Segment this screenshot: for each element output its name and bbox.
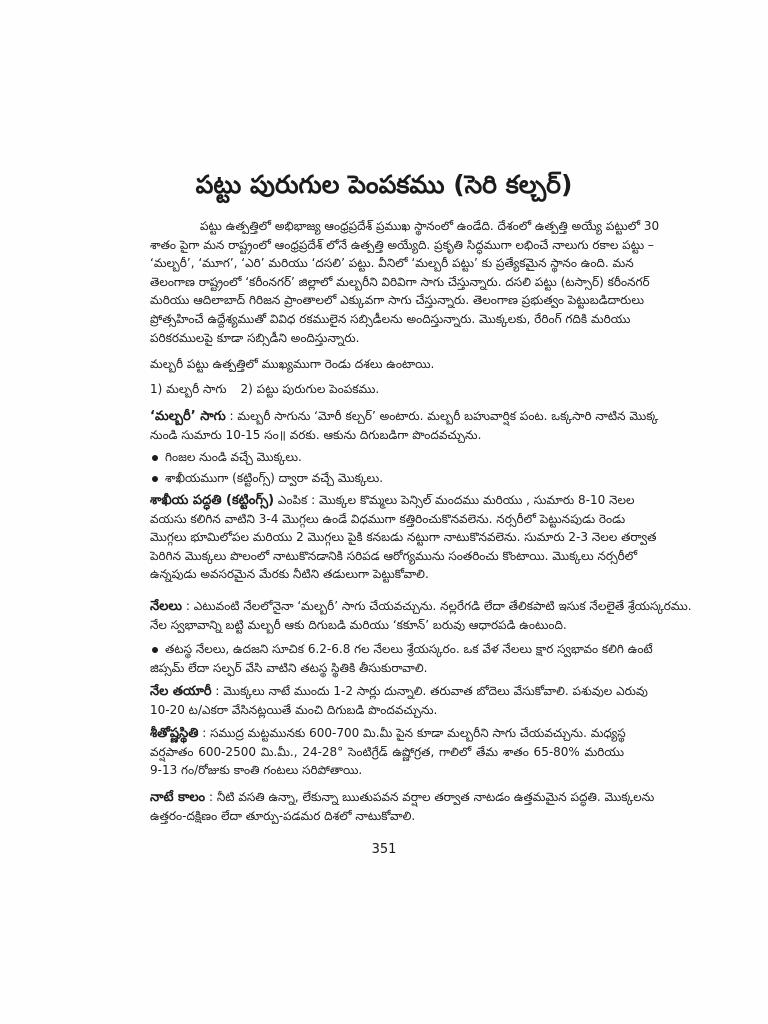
paragraph-line: వయసు కలిగిన వాటిని 3-4 మొగ్గలు ఉండే విధముగా కత్తిరించుకొనవలెను. నర్సరీలో పెట్టునపుడు రెండు	[150, 511, 626, 526]
paragraph-line: శాతం పైగా మన రాష్ట్రంలో ఆంధ్రప్రదేశ్ లోనే ఉత్పత్తి అయ్యేది. ప్రకృతి సిద్ధముగా లభించే నాలుగు రకాల పట్టు –	[150, 237, 654, 252]
paragraph-line: 9-13 గం/రోజుకు కాంతి గంటలు సరిపోతాయి.	[150, 763, 363, 778]
bullet-item	[150, 448, 624, 467]
paragraph-line: మొగ్గలు భూమిలోపల మరియు 2 మొగ్గలు పైకి కనబడు నట్టుగా నాటుకొనవలెను. సుమారు 2-3 నెలల తర్వాత	[150, 530, 657, 545]
bullet-icon	[152, 647, 158, 653]
page-title: పట్టు పురుగుల పెంపకము (సెరి కల్చర్)	[195, 170, 573, 199]
paragraph-text: : మొక్కలు నాటే ముందు 1-2 సార్లు దున్నాలి. తరువాత బోదెలు వేసుకోవాలి. పశువుల ఎరువు	[211, 684, 648, 698]
section-cuttings-selection	[150, 491, 657, 584]
bullet-text: శాఖీయముగా (కట్టింగ్స్) ద్వారా వచ్చే మొక్కలు.	[165, 471, 384, 485]
paragraph-line: పరికరములపై కూడా సబ్సిడీని అందిస్తున్నారు.	[150, 330, 360, 345]
stage-item: 1) మల్బరీ సాగు	[150, 382, 227, 396]
paragraph-text: ఎంపిక : మొక్కల కొమ్మలు పెన్సిల్ మందము మరియు , సుమారు 8-10 నెలల	[274, 493, 635, 507]
paragraph-line: పట్టు ఉత్పత్తిలో అభిభాజ్య ఆంధ్రప్రదేశ్ ప్రముఖ స్థానంలో ఉండేది. దేశంలో ఉత్పత్తి అయ్యే పట్టులో 30	[200, 219, 660, 233]
section-heading: నాటే కాలం	[150, 790, 206, 805]
bullet-icon	[152, 455, 158, 461]
paragraph-line: తెలంగాణ రాష్ట్రంలో ‘కరీంనగర్’ జిల్లాలో మల్బరీని విరివిగా సాగు చేస్తున్నారు. దసలి పట్టు (టస్సార్) కరీంనగర్	[150, 274, 650, 289]
section-soils	[150, 597, 692, 634]
paragraph-line: నుండి సుమారు 10-15 సం॥ వరకు. ఆకును దిగుబడిగా పొందవచ్చును.	[150, 427, 482, 442]
paragraph-line	[150, 597, 692, 616]
bullet-text: గింజల నుండి వచ్చే మొక్కలు.	[165, 450, 302, 464]
intro-paragraph	[150, 217, 660, 347]
paragraph-text: : నీటి వసతి ఉన్నా, లేకున్నా ఋతుపవన వర్షాల తర్వాత నాటడం ఉత్తమమైన పద్ధతి. మొక్కలను	[205, 790, 655, 804]
paragraph-line	[150, 682, 648, 701]
paragraph-line: మల్బరీ పట్టు ఉత్పత్తిలో ముఖ్యముగా రెండు దశలు ఉంటాయి.	[150, 357, 435, 371]
paragraph-line	[150, 380, 624, 399]
section-climate	[150, 724, 624, 780]
section-mulberry-cultivation	[150, 407, 659, 444]
paragraph-text: : సముద్ర మట్టమునకు 600-700 మి.మీ పైన కూడా మల్బరీని సాగు చేయవచ్చును. మధ్యస్థ	[198, 726, 626, 740]
section-heading: నేలలు	[150, 599, 183, 614]
paragraph-line	[150, 469, 624, 488]
paragraph-text: : మల్బరీ సాగును ‘మోరీ కల్చర్’ అంటారు. మల్బరీ బహువార్షిక పంట. ఒక్కసారి నాటిన మొక్క	[225, 409, 659, 423]
section-heading: శీతోష్ణస్థితి	[150, 726, 199, 741]
paragraph-line: పెరిగిన మొక్కలు పొలంలో నాటుకొనడానికి సరిపడ ఆరోగ్యమును సంతరించు కొంటాయి. మొక్కలు నర్సరీలో	[150, 548, 638, 563]
paragraph-line: నేల స్వభావాన్ని బట్టి మల్బరీ ఆకు దిగుబడి మరియు ‘కకూన్’ బరువు ఆధారపడి ఉంటుంది.	[150, 617, 567, 632]
paragraph-line: ‘మల్బరీ’, ‘మూగ’, ‘ఎరి’ మరియు ‘దసలి’ పట్టు. వీనిలో ‘మల్బరీ పట్టు’ కు ప్రత్యేకమైన స్థానం ఉంది. మన	[150, 256, 634, 271]
paragraph-line	[150, 640, 653, 659]
stages-list	[150, 380, 624, 399]
paragraph-line: జిప్సమ్ లేదా సల్ఫర్ వేసి వాటిని తటస్థ స్థితికి తీసుకురావాలి.	[150, 660, 428, 675]
bullet-icon	[152, 476, 158, 482]
paragraph-line	[150, 448, 624, 467]
section-heading: శాఖీయ పద్ధతి (కట్టింగ్స్)	[150, 493, 275, 508]
section-planting-season	[150, 788, 655, 825]
paragraph-line: 10-20 ట/ఎకరా వేసినట్లయితే మంచి దిగుబడి పొందవచ్చును.	[150, 702, 438, 717]
bullet-item	[150, 640, 653, 677]
paragraph-line: వర్షపాతం 600-2500 మి.మీ., 24-28° సెంటిగ్రేడ్ ఉష్ణోగ్రత, గాలిలో తేమ శాతం 65-80% మరియు	[150, 744, 624, 759]
section-heading: ‘మల్బరీ’ సాగు	[150, 409, 226, 424]
paragraph-line	[150, 788, 655, 807]
paragraph-line	[150, 724, 624, 743]
paragraph-line	[150, 407, 659, 426]
section-heading: నేల తయారీ	[150, 684, 212, 699]
page-number: 351	[371, 842, 397, 857]
stage-item: 2) పట్టు పురుగుల పెంపకము.	[240, 382, 380, 396]
paragraph-line	[150, 491, 635, 510]
paragraph-line: ప్రోత్సహించే ఉద్దేశ్యముతో వివిధ రకములైన సబ్సిడీలను అందిస్తున్నారు. మొక్కలకు, రేరింగ్ గదికి మరియు	[150, 311, 631, 326]
bullet-item	[150, 469, 624, 488]
paragraph-line: మరియు ఆదిలాబాద్ గిరిజన ప్రాంతాలలో ఎక్కువగా సాగు చేస్తున్నారు. తెలంగాణ ప్రభుత్వం పెట్టుబడిదారులు	[150, 293, 644, 308]
paragraph-text: : ఎటువంటి నేలలోనైనా ‘మల్బరీ’ సాగు చేయవచ్చును. నల్లరేగడి లేదా తేలికపాటి ఇసుక నేలలైతే శ్రేయస్కరము.	[182, 599, 692, 613]
bullet-text: తటస్థ నేలలు, ఉదజని సూచిక 6.2-6.8 గల నేలలు శ్రేయస్కరం. ఒక వేళ నేలలు క్షార స్వభావం కలిగి ఉంటే	[165, 642, 653, 656]
stages-intro-paragraph	[150, 355, 624, 374]
section-land-preparation	[150, 682, 648, 719]
paragraph-line: ఉన్నపుడు అవసరమైన మేరకు నీటిని తడులుగా పెట్టుకోవాలి.	[150, 567, 429, 582]
paragraph-line: ఉత్తరం-దక్షిణం లేదా తూర్పు-పడమర దిశలో నాటుకోవాలి.	[150, 808, 416, 823]
